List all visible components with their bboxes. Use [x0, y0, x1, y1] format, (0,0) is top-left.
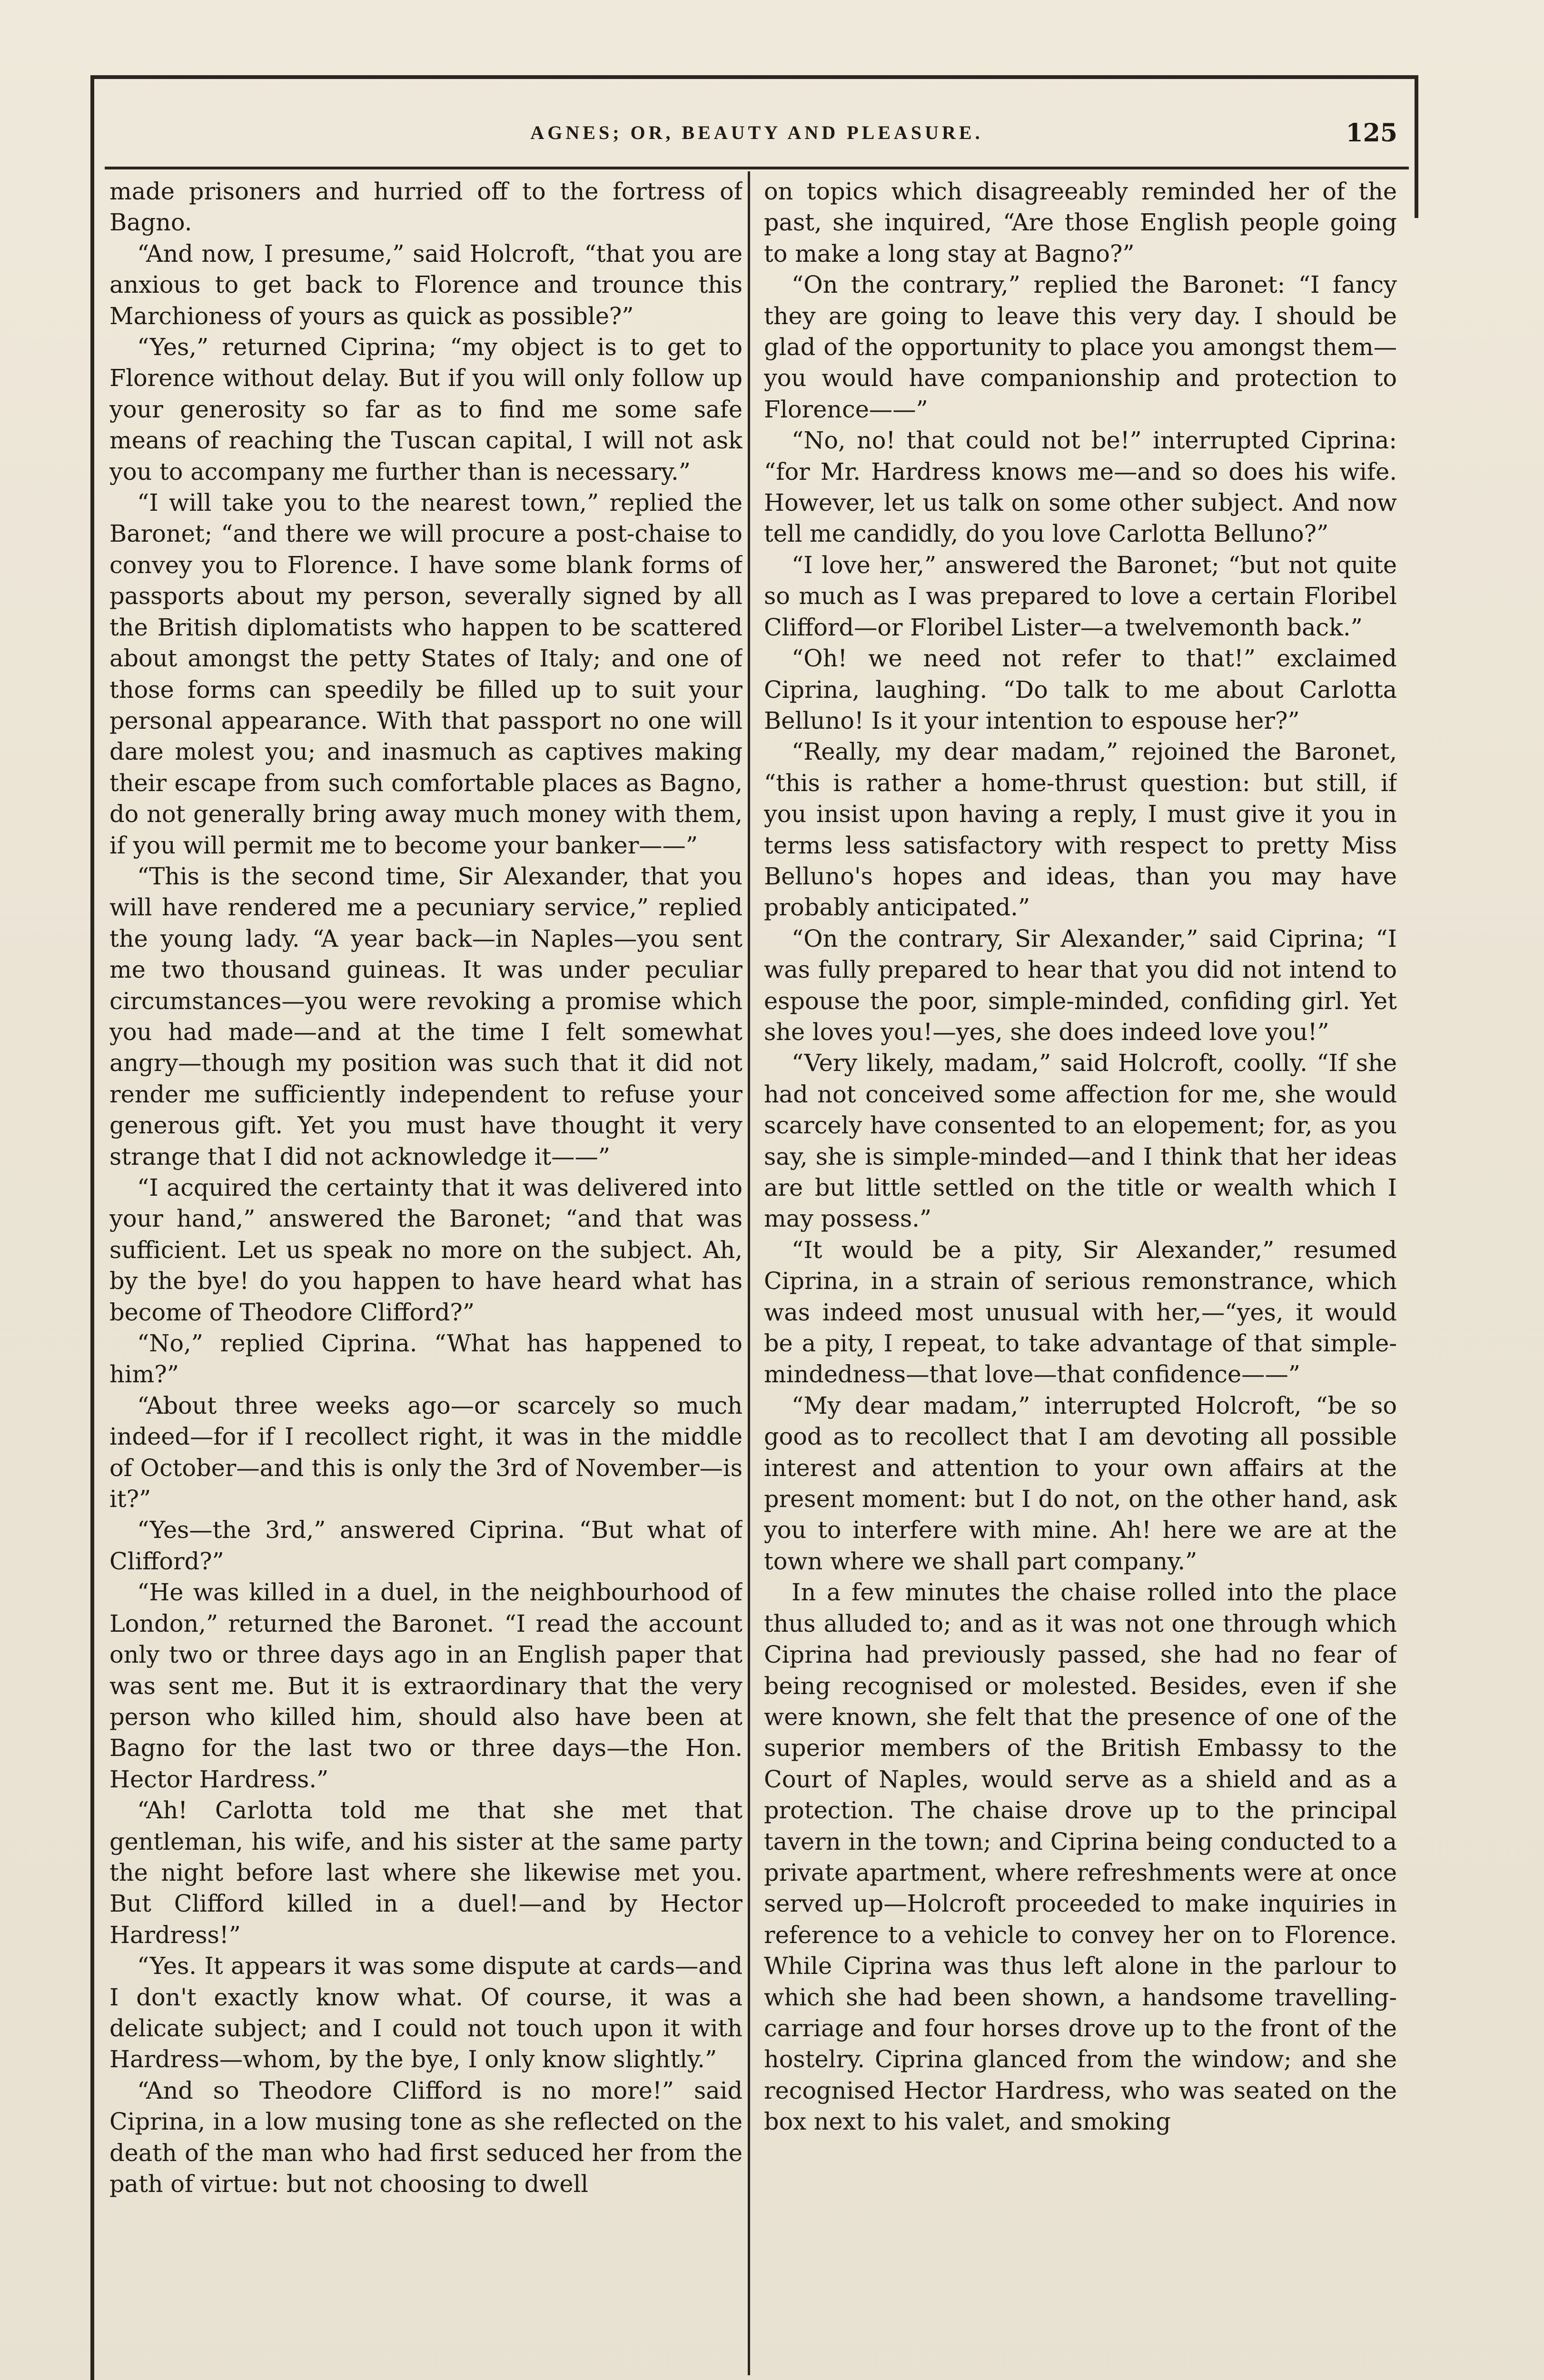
paragraph: “This is the second time, Sir Alexander, that you will have rendered me a pecuniary service,” replied the young lady. “A year back—in Naples—you sent me two thousand guineas. It was under peculiar circumstances—you were revoking a promise which you had made—and at the time I felt somewhat angry—though my position was such that it did not render me sufficiently independent to refuse your generous gift. Yet you must have thought it very strange that I did not acknowledge it——” [109, 862, 742, 1170]
page-header [105, 121, 1409, 159]
paragraph: “It would be a pity, Sir Alexander,” resumed Ciprina, in a strain of serious remonstrance, which was indeed most unusual with her,—“yes, it would be a pity, I repeat, to take advantage of that simple-mindedness—that love—that confidence——” [764, 1236, 1397, 1388]
paragraph: “He was killed in a duel, in the neighbourhood of London,” returned the Baronet. “I read the account only two or three days ago in an English paper that was sent me. But it is extraordinary that the very person who killed him, should also have been at Bagno for the last two or three days—the Hon. Hector Hardress.” [109, 1578, 742, 1793]
paragraph: “Yes—the 3rd,” answered Ciprina. “But what of Clifford?” [109, 1516, 742, 1575]
right-column [764, 176, 1397, 2370]
paragraph: “On the contrary, Sir Alexander,” said Ciprina; “I was fully prepared to hear that you did not intend to espouse the poor, simple-minded, confiding girl. Yet she loves you!—yes, she does indeed love you!” [764, 924, 1397, 1046]
paragraph: made prisoners and hurried off to the fortress of Bagno. [109, 178, 742, 237]
paragraph: “No, no! that could not be!” interrupted Ciprina: “for Mr. Hardress knows me—and so does his wife. However, let us talk on some other subject. And now tell me candidly, do you love Carlotta Belluno?” [764, 426, 1397, 548]
header-rule [105, 167, 1409, 169]
paragraph: “No,” replied Ciprina. “What has happened to him?” [109, 1329, 742, 1388]
page-number: 125 [1346, 119, 1397, 148]
paragraph: “About three weeks ago—or scarcely so much indeed—for if I recollect right, it was in the middle of October—and this is only the 3rd of November—is it?” [109, 1391, 742, 1513]
paragraph: In a few minutes the chaise rolled into the place thus alluded to; and as it was not one through which Ciprina had previously passed, she had no fear of being recognised or molested. Besides, even if she were known, she felt that the presence of one of the superior members of the British Embassy to the Court of Naples, would serve as a shield and as a protection. The chaise drove up to the principal tavern in the town; and Ciprina being conducted to a private apartment, where refreshments were at once served up—Holcroft proceeded to make inquiries in reference to a vehicle to convey her on to Florence. While Ciprina was thus left alone in the parlour to which she had been shown, a handsome travelling-carriage and four horses drove up to the front of the hostelry. Ciprina glanced from the window; and she recognised Hector Hardress, who was seated on the box next to his valet, and smoking [764, 1578, 1397, 2136]
paragraph: “Yes. It appears it was some dispute at cards—and I don't exactly know what. Of course, it was a delicate subject; and I could not touch upon it with Hardress—whom, by the bye, I only know slightly.” [109, 1952, 742, 2073]
paragraph: “I acquired the certainty that it was delivered into your hand,” answered the Baronet; “and that was sufficient. Let us speak no more on the subject. Ah, by the bye! do you happen to have heard what has become of Theodore Clifford?” [109, 1174, 742, 1326]
paragraph: “Yes,” returned Ciprina; “my object is to get to Florence without delay. But if you will only follow up your generosity so far as to find me some safe means of reaching the Tuscan capital, I will not ask you to accompany me further than is necessary.” [109, 333, 742, 486]
page-frame-left [90, 75, 94, 2380]
column-divider [748, 171, 750, 2375]
page-frame-right [1415, 75, 1418, 218]
paragraph: “Ah! Carlotta told me that she met that gentleman, his wife, and his sister at the same party the night before last where she likewise met you. But Clifford killed in a duel!—and by Hector Hardress!” [109, 1796, 742, 1949]
paragraph: “My dear madam,” interrupted Holcroft, “be so good as to recollect that I am devoting all possible interest and attention to your own affairs at the present moment: but I do not, on the other hand, ask you to interfere with mine. Ah! here we are at the town where we shall part company.” [764, 1391, 1397, 1575]
paragraph: “Very likely, madam,” said Holcroft, coolly. “If she had not conceived some affection for me, she would scarcely have consented to an elopement; for, as you say, she is simple-minded—and I think that her ideas are but little settled on the title or wealth which I may possess.” [764, 1049, 1397, 1233]
paragraph: “And now, I presume,” said Holcroft, “that you are anxious to get back to Florence and trounce this Marchioness of yours as quick as possible?” [109, 239, 742, 330]
paragraph: “I love her,” answered the Baronet; “but not quite so much as I was prepared to love a certain Floribel Clifford—or Floribel Lister—a twelvemonth back.” [764, 551, 1397, 641]
paragraph: “And so Theodore Clifford is no more!” said Ciprina, in a low musing tone as she reflected on the death of the man who had first seduced her from the path of virtue: but not choosing to dwell [109, 2076, 742, 2198]
page-frame-top [90, 75, 1418, 79]
left-column [109, 176, 742, 2370]
paragraph: “On the contrary,” replied the Baronet: “I fancy they are going to leave this very day. I should be glad of the opportunity to place you amongst them—you would have companionship and protection to Florence——” [764, 271, 1397, 423]
running-title: AGNES; OR, BEAUTY AND PLEASURE. [530, 122, 983, 143]
paragraph: “Really, my dear madam,” rejoined the Baronet, “this is rather a home-thrust question: but still, if you insist upon having a reply, I must give it you in terms less satisfactory with respect to pretty Miss Belluno's hopes and ideas, than you may have probably anticipated.” [764, 738, 1397, 922]
paragraph: “Oh! we need not refer to that!” exclaimed Ciprina, laughing. “Do talk to me about Carlotta Belluno! Is it your intention to espouse her?” [764, 645, 1397, 734]
paragraph: on topics which disagreeably reminded her of the past, she inquired, “Are those English people going to make a long stay at Bagno?” [764, 178, 1397, 268]
paragraph: “I will take you to the nearest town,” replied the Baronet; “and there we will procure a post-chaise to convey you to Florence. I have some blank forms of passports about my person, severally signed by all the British diplomatists who happen to be scattered about amongst the petty States of Italy; and one of those forms can speedily be filled up to suit your personal appearance. With that passport no one will dare molest you; and inasmuch as captives making their escape from such comfortable places as Bagno, do not generally bring away much money with them, if you will permit me to become your banker——” [109, 489, 742, 859]
